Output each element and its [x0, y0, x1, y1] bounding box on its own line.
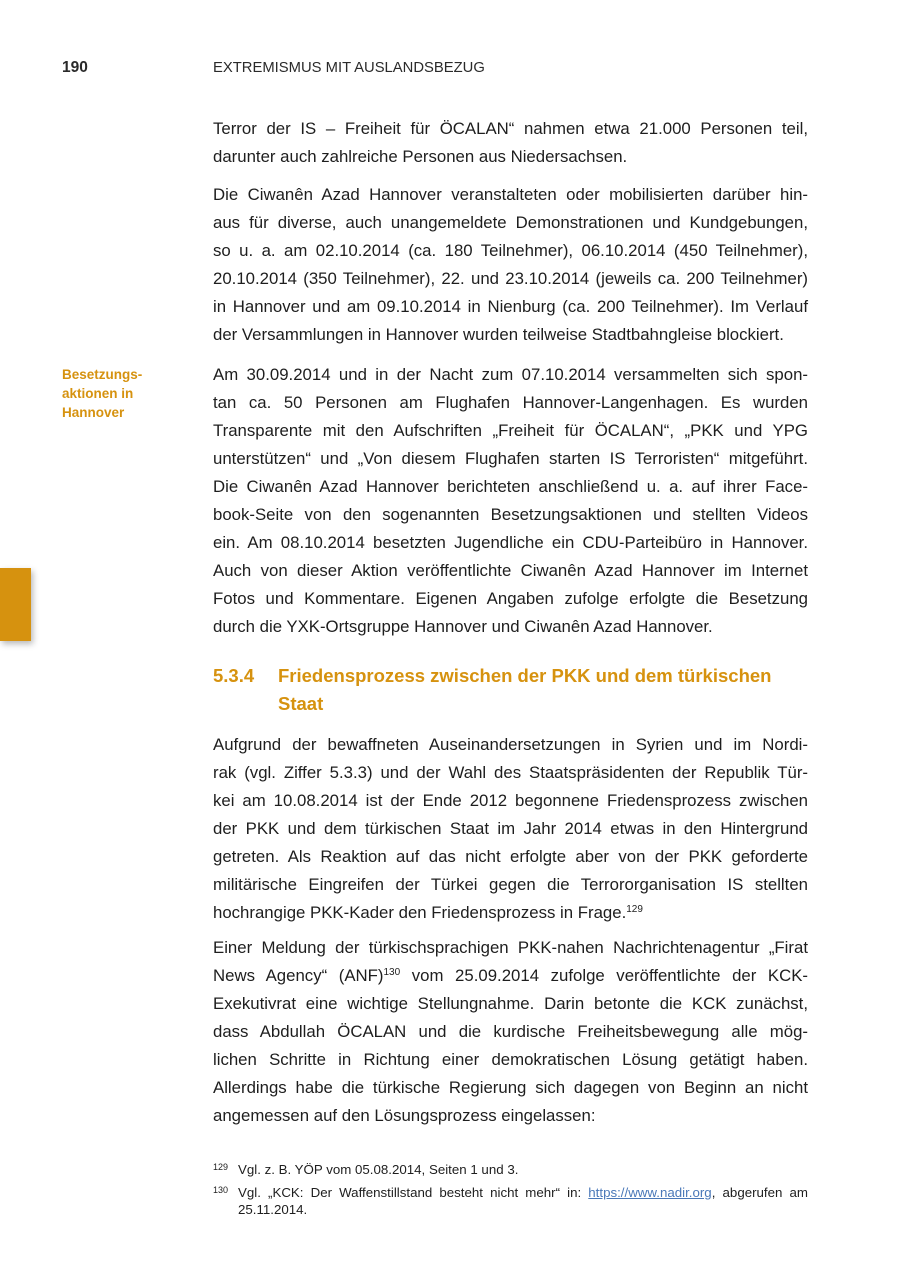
text-line: Einer Meldung der türkischsprachigen PKK-nahen Nachrichtenagentur „Firat: [213, 938, 808, 957]
text-line: Die Ciwanên Azad Hannover veranstalteten oder mobilisierten darüber hin-: [213, 185, 808, 204]
text-line: Am 30.09.2014 und in der Nacht zum 07.10.2014 versammelten sich spon-: [213, 365, 808, 384]
text-line: der Versammlungen in Hannover wurden teilweise Stadtbahngleise blockiert.: [213, 325, 784, 344]
text-line: Transparente mit den Aufschriften „Freiheit für ÖCALAN“, „PKK und YPG: [213, 421, 808, 440]
text-line: in Hannover und am 09.10.2014 in Nienburg (ca. 200 Teilnehmer). Im Verlauf: [213, 297, 808, 316]
paragraph: [213, 181, 808, 349]
section-title-line: Friedensprozess zwischen der PKK und dem türkischen: [278, 665, 772, 686]
text-line: kei am 10.08.2014 ist der Ende 2012 begonnene Friedensprozess zwischen: [213, 791, 808, 810]
line-text: News Agency“ (ANF): [213, 966, 384, 985]
text-line: militärische Eingreifen der Türkei gegen die Terrororganisation IS stellten: [213, 875, 808, 894]
paragraph: [213, 361, 808, 641]
section-title-line: Staat: [278, 693, 324, 714]
text-line: so u. a. am 02.10.2014 (ca. 180 Teilnehmer), 06.10.2014 (450 Teilnehmer),: [213, 241, 808, 260]
running-title: EXTREMISMUS MIT AUSLANDSBEZUG: [213, 60, 485, 76]
margin-note-line: aktionen in: [62, 386, 134, 401]
margin-note-line: Besetzungs-: [62, 367, 143, 382]
footnote-text: [238, 1161, 808, 1178]
page-number: 190: [62, 59, 88, 76]
text-line: dass Abdullah ÖCALAN und die kurdische Freiheitsbewegung alle mög-: [213, 1022, 808, 1041]
text-line: angemessen auf den Lösungsprozess eingelassen:: [213, 1106, 596, 1125]
text-line: Terror der IS – Freiheit für ÖCALAN“ nahmen etwa 21.000 Personen teil,: [213, 119, 808, 138]
paragraph: [213, 934, 808, 1130]
footnote-line-text: , abgerufen am: [711, 1185, 808, 1200]
text-line: getreten. Als Reaktion auf das nicht erfolgte aber von der PKK geforderte: [213, 847, 808, 866]
text-line: durch die YXK-Ortsgruppe Hannover und Ciwanên Azad Hannover.: [213, 617, 713, 636]
text-line: Allerdings habe die türkische Regierung sich dagegen von Beginn an nicht: [213, 1078, 808, 1097]
paragraph: [213, 731, 808, 927]
section-number: 5.3.4: [213, 665, 255, 686]
text-line: Fotos und Kommentare. Eigenen Angaben zufolge erfolgte die Besetzung: [213, 589, 808, 608]
text-line: darunter auch zahlreiche Personen aus Niedersachsen.: [213, 147, 628, 166]
line-text: vom 25.09.2014 zufolge veröffentlichte der KCK-: [400, 966, 808, 985]
text-line: Aufgrund der bewaffneten Auseinandersetzungen in Syrien und im Nordi-: [213, 735, 808, 754]
section-title: [278, 662, 808, 718]
source-link[interactable]: https://www.nadir.org: [588, 1185, 712, 1200]
text-line: 20.10.2014 (350 Teilnehmer), 22. und 23.10.2014 (jeweils ca. 200 Teilnehmer): [213, 269, 808, 288]
text-line: Exekutivrat eine wichtige Stellungnahme. Darin betonte die KCK zunächst,: [213, 994, 808, 1013]
text-line: der PKK und dem türkischen Staat im Jahr 2014 etwas in den Hintergrund: [213, 819, 808, 838]
margin-note-line: Hannover: [62, 405, 125, 420]
text-line: book-Seite von den sogenannten Besetzungsaktionen und stellten Videos: [213, 505, 808, 524]
text-line: [213, 962, 808, 990]
footnote-number: 130: [213, 1185, 229, 1195]
paragraph: [213, 115, 808, 171]
chapter-tab-marker: [0, 568, 31, 641]
section-heading: [213, 662, 808, 718]
text-line: tan ca. 50 Personen am Flughafen Hannover-Langenhagen. Es wurden: [213, 393, 808, 412]
text-line: rak (vgl. Ziffer 5.3.3) und der Wahl des Staatspräsidenten der Republik Tür-: [213, 763, 808, 782]
footnote-line: Vgl. z. B. YÖP vom 05.08.2014, Seiten 1 und 3.: [238, 1162, 519, 1177]
footnote-number: 129: [213, 1162, 229, 1172]
footnote-line-text: Vgl. „KCK: Der Waffenstillstand besteht nicht mehr“ in:: [238, 1185, 589, 1200]
text-line: lichen Schritte in Richtung einer demokratischen Lösung getätigt haben.: [213, 1050, 808, 1069]
footnote-reference: 129: [626, 904, 643, 915]
footnote-line: 25.11.2014.: [238, 1202, 308, 1217]
text-line: aus für diverse, auch unangemeldete Demonstrationen und Kundgebungen,: [213, 213, 808, 232]
text-line: unterstützen“ und „Von diesem Flughafen starten IS Terroristen“ mitgeführt.: [213, 449, 808, 468]
text-line: ein. Am 08.10.2014 besetzten Jugendliche ein CDU-Parteibüro in Hannover.: [213, 533, 808, 552]
text-line: Die Ciwanên Azad Hannover berichteten anschließend u. a. auf ihrer Face-: [213, 477, 808, 496]
margin-note: [62, 365, 202, 422]
text-line: [213, 899, 808, 927]
footnote-text: [238, 1184, 808, 1218]
footnote-line: [238, 1184, 808, 1201]
text-line: Auch von dieser Aktion veröffentlichte Ciwanên Azad Hannover im Internet: [213, 561, 808, 580]
footnote-reference: 130: [383, 967, 401, 978]
line-text: hochrangige PKK-Kader den Friedensprozess in Frage.: [213, 903, 627, 922]
